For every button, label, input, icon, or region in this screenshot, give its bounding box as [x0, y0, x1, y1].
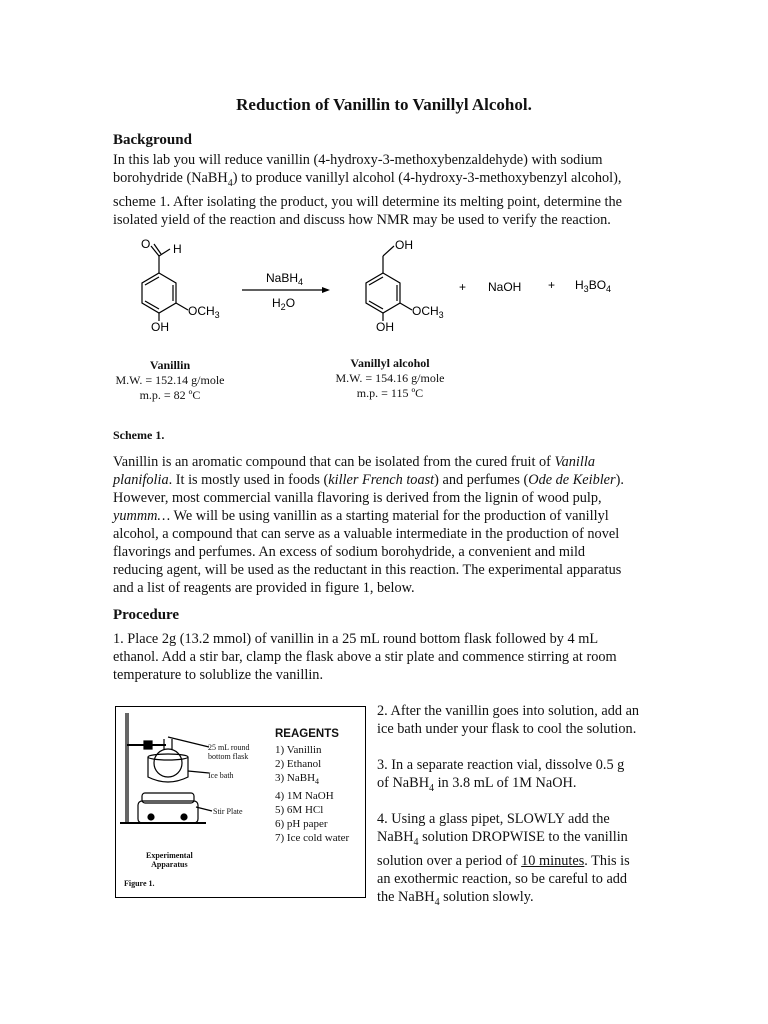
procedure-step-3: 3. In a separate reaction vial, dissolve 0.5 g of NaBH$_4$ in 3.8 mL of 1M NaOH. [377, 757, 625, 794]
aldehyde-hydrogen-label: H [173, 242, 182, 256]
reagent-item: 2) Ethanol [275, 758, 322, 770]
background-line-3: scheme 1. After isolating the product, you will determine its melting point, determine the [113, 193, 623, 210]
background-line-1: In this lab you will reduce vanillin (4-hydroxy-3-methoxybenzaldehyde) with sodium [113, 152, 603, 168]
background-paragraph [113, 151, 658, 229]
plus-sign: + [459, 280, 467, 294]
ice-bath-label: Ice bath [208, 771, 234, 780]
reaction-scheme [0, 228, 768, 348]
subscript: 4 [227, 177, 233, 189]
reagent-water-label: $H_2O$ [272, 296, 296, 312]
background-line-4: isolated yield of the reaction and discuss how NMR may be used to verify the reaction. [113, 211, 611, 228]
vanillyl-alcohol-data [318, 356, 462, 401]
product-methoxy-label: $OCH_3$ [412, 304, 444, 320]
reagent-item: 6) pH paper [275, 818, 328, 831]
intro-paragraph: Vanillin is an aromatic compound that can be isolated from the cured fruit of Vanilla planifolia. It is mostly used in foods (killer French toast) and perfumes (Ode de Keibler). However, most commercial vanilla flavoring is derived from the lignin of wood pulp, yummm… We will be using vanillin as a starting material for the production of vanillyl alcohol, a compound that can serve as a valuable intermediate in the production of novel flavorings and perfumes. An excess of sodium borohydride, a convenient and mild reducing agent, will be used as the reductant in this reaction. The experimental apparatus and a list of reagents are provided in figure 1, below. [113, 454, 624, 596]
apparatus-label: Experimental Apparatus [146, 851, 193, 869]
procedure-step-2: 2. After the vanillin goes into solution, add an ice bath under your flask to cool the solution. [377, 703, 640, 737]
vanillin-mw: M.W. = 152.14 g/mole [115, 373, 225, 387]
reagent-nabh4-label: NaBH$_4$ [266, 271, 304, 287]
reagents-list [275, 727, 349, 845]
procedure-heading: Procedure [113, 607, 180, 623]
apparatus-drawing [116, 707, 276, 895]
scheme-caption: Scheme 1. [113, 428, 165, 442]
product-hydroxyl-label: OH [395, 238, 413, 252]
plus-sign: + [548, 278, 556, 292]
reagent-item: 5) 6M HCl [275, 804, 324, 817]
vanillin-mp: m.p. = 82 ºC [139, 388, 201, 402]
vanillyl-mp: m.p. = 115 ºC [356, 386, 424, 400]
reagent-item: 1) Vanillin [275, 744, 322, 756]
vanillyl-name: Vanillyl alcohol [350, 356, 430, 370]
naoh-label: NaOH [488, 280, 522, 294]
procedure-step-1: 1. Place 2g (13.2 mmol) of vanillin in a 25 mL round bottom flask followed by 4 mL ethanol. Add a stir bar, clamp the flask above a stir plate and commence stirring at room temperature to solublize the vanillin. [113, 631, 617, 683]
aldehyde-oxygen-label: O [141, 237, 151, 251]
reagent-item: 7) Ice cold water [275, 832, 350, 845]
reagent-item: 3) NaBH$_4$ [275, 772, 320, 787]
background-line-2b: ) to produce vanillyl alcohol (4-hydroxy-3-methoxybenzyl alcohol), [232, 170, 622, 186]
product-phenol-label: OH [376, 320, 394, 334]
figure-caption: Figure 1. [124, 879, 155, 888]
page-title: Reduction of Vanillin to Vanillyl Alcohol. [236, 95, 532, 114]
vanillyl-mw: M.W. = 154.16 g/mole [335, 371, 445, 385]
hydroxyl-label: OH [151, 320, 169, 334]
methoxy-label: $OCH_3$ [188, 304, 220, 320]
reagents-heading: REAGENTS [275, 728, 339, 740]
background-heading: Background [113, 132, 192, 148]
arrow-head [322, 287, 330, 293]
reagent-item: 4) 1M NaOH [275, 790, 334, 803]
procedure-step-4: 4. Using a glass pipet, SLOWLY add the NaBH$_4$ solution DROPWISE to the vanillin solution over a period of 10 minutes. This is an exothermic reaction, so be careful to add the NaBH$_4$ solution slowly. [377, 811, 630, 908]
vanillin-name: Vanillin [149, 358, 191, 372]
background-line-2a: borohydride (NaBH [113, 170, 228, 186]
vanillyl-alcohol-structure [366, 246, 412, 321]
flask-label: 25 mL round bottom flask [208, 743, 250, 761]
vanillin-data [105, 358, 235, 403]
boric-label: $H_3BO_4$ [575, 278, 612, 294]
stir-plate-label: Stir Plate [213, 807, 243, 816]
